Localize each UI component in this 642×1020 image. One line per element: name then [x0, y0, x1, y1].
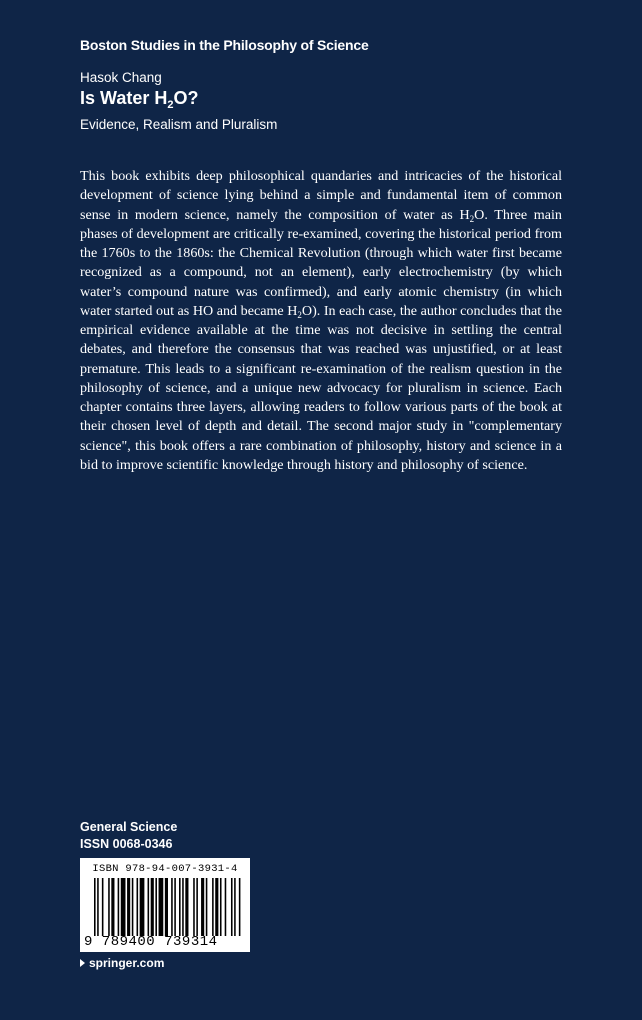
- arrow-right-icon: [80, 959, 85, 967]
- author-name: Hasok Chang: [80, 70, 162, 85]
- blurb-paragraph: [80, 167, 562, 475]
- publisher-link-text: springer.com: [89, 956, 165, 970]
- title-subscript: 2: [167, 99, 174, 111]
- book-subtitle: Evidence, Realism and Pluralism: [80, 117, 278, 132]
- barcode-digits: 9 789400 739314: [84, 934, 218, 950]
- blurb-part-2: O. Three main phases of development are critically re-examined, covering the historical period from the 1760s to the 1860s: the Chemical Revolution (through which water first became recognized as a compound, not an element), early electrochemistry (by which water’s compound nature was confirmed), and early atomic chemistry (in which water started out as HO and became H: [80, 206, 562, 319]
- isbn-barcode: [80, 858, 250, 952]
- blurb-subscript-2: 2: [297, 309, 302, 320]
- publisher-link[interactable]: [80, 956, 164, 970]
- book-title: [80, 88, 198, 111]
- blurb-part-3: O). In each case, the author concludes that the empirical evidence available at the time was not decisive in settling the central debates, and therefore the consensus that was reached was unjustified, or at least premature. This leads to a significant re-examination of the realism question in the philosophy of science, and a unique new advocacy for pluralism in science. Each chapter contains three layers, allowing readers to follow various parts of the book at their chosen level of depth and detail. The second major study in "complementary science", this book offers a rare combination of philosophy, history and science in a bid to improve scientific knowledge through history and philosophy of science.: [80, 302, 562, 473]
- title-text-post: O?: [173, 88, 199, 108]
- blurb-part-1: This book exhibits deep philosophical quandaries and intricacies of the historical development of science lying behind a simple and fundamental item of common sense in modern science, namely the composition of water as H: [80, 168, 562, 223]
- issn-number: ISSN 0068-0346: [80, 837, 173, 851]
- subject-category: General Science: [80, 820, 178, 834]
- isbn-label: ISBN 978-94-007-3931-4: [92, 863, 238, 875]
- title-text-pre: Is Water H: [80, 88, 168, 108]
- series-title: Boston Studies in the Philosophy of Science: [80, 37, 369, 53]
- blurb-subscript-1: 2: [469, 213, 475, 224]
- barcode-bars: [94, 878, 242, 936]
